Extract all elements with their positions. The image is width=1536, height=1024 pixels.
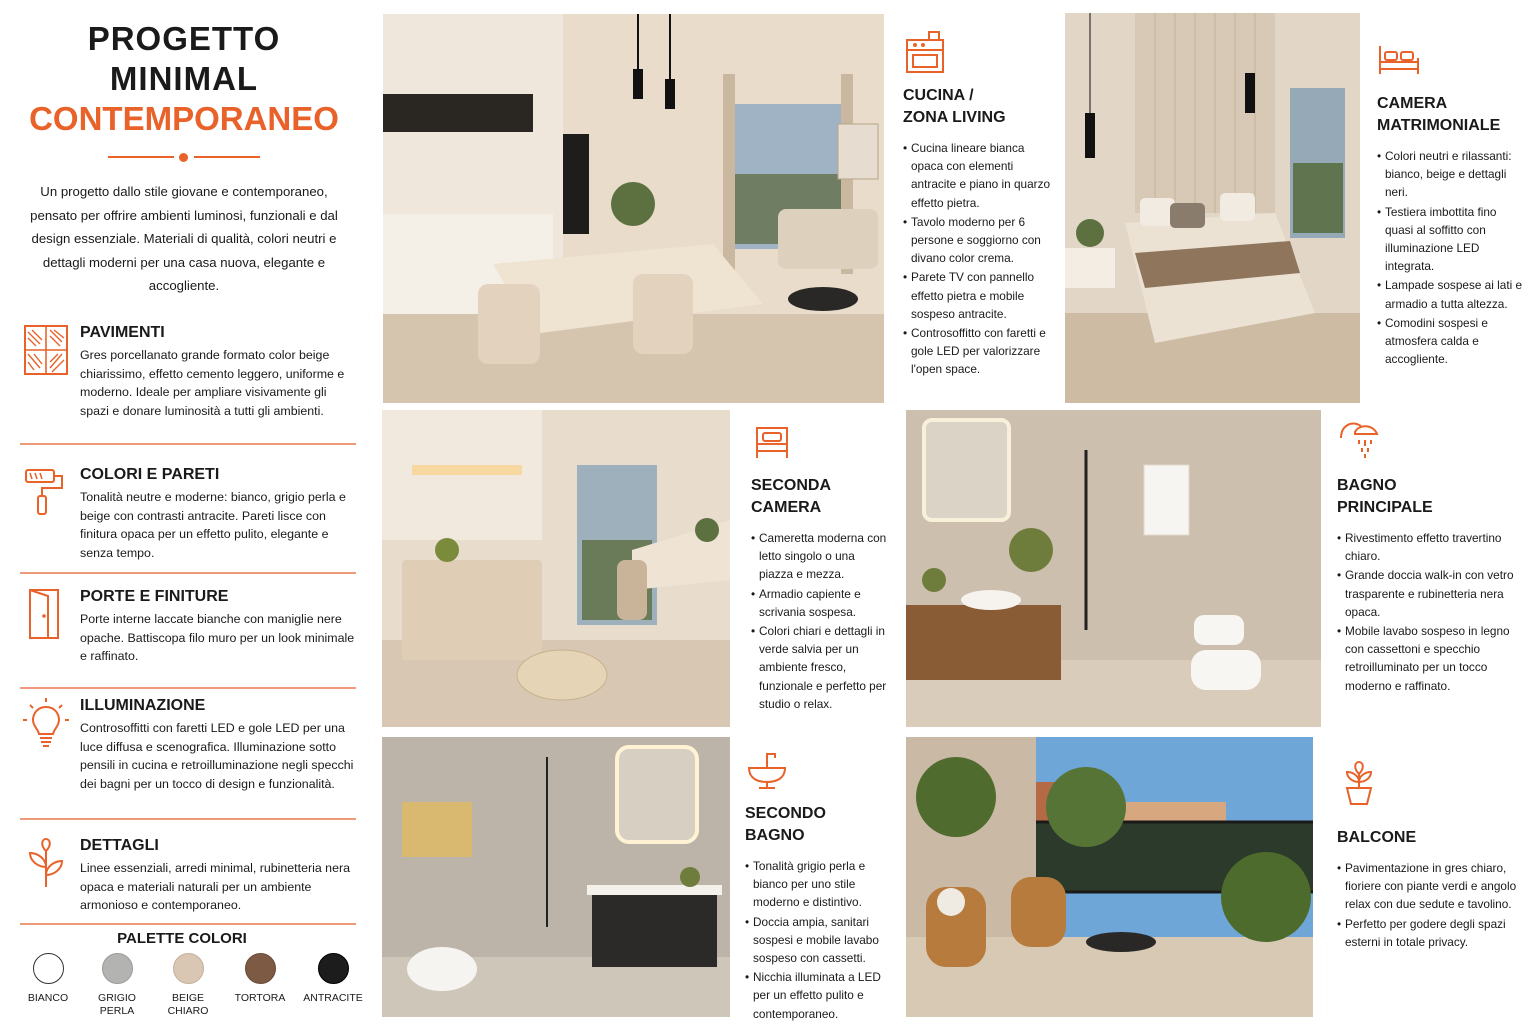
bullet-item: • Tonalità grigio perla e bianco per uno stile moderno e distintivo. — [745, 857, 895, 912]
divider — [20, 443, 356, 445]
bullet-item: • Colori neutri e rilassanti: bianco, beige e dettagli neri. — [1377, 147, 1527, 202]
swatch-label: BEIGE CHIARO — [167, 992, 209, 1017]
room-title: CAMERA MATRIMONIALE — [1377, 95, 1501, 134]
bullet-list — [903, 139, 1053, 379]
bullet-item: • Lampade sospese ai lati e armadio a tutta altezza. — [1377, 276, 1527, 312]
bullet-list — [751, 529, 891, 713]
divider — [20, 818, 356, 820]
section-title: COLORI E PARETI — [80, 466, 220, 483]
plant-icon — [22, 837, 70, 889]
balcony-photo — [906, 737, 1313, 1017]
title-divider — [108, 153, 260, 161]
second-bedroom-photo — [382, 410, 730, 727]
section-title: PORTE E FINITURE — [80, 588, 229, 605]
floor-tiles-icon — [22, 324, 70, 376]
bullet-list — [1337, 859, 1527, 951]
bullet-item: • Doccia ampia, sanitari sospesi e mobile lavabo sospeso con cassetti. — [745, 913, 895, 968]
bullet-item: • Controsoffitto con faretti e gole LED per valorizzare l'open space. — [903, 324, 1053, 379]
bullet-item: • Colori chiari e dettagli in verde salvia per un ambiente fresco, funzionale e perfetto per studio o relax. — [751, 622, 891, 713]
bullet-item: • Cucina lineare bianca opaca con elementi antracite e piano in quarzo effetto pietra. — [903, 139, 1053, 212]
bullet-item: • Mobile lavabo sospeso in legno con cassettoni e specchio retroilluminato per un tocco moderno e raffinato. — [1337, 622, 1527, 695]
bullet-item: • Rivestimento effetto travertino chiaro. — [1337, 529, 1527, 565]
room-title: BAGNO PRINCIPALE — [1337, 477, 1433, 516]
swatch-grigio-perla — [80, 953, 154, 1018]
swatch-color — [33, 953, 64, 984]
shower-icon — [1337, 418, 1381, 464]
swatch-label: TORTORA — [234, 992, 286, 1004]
divider — [20, 687, 356, 689]
bullet-item: • Armadio capiente e scrivania sospesa. — [751, 585, 891, 621]
second-bathroom-photo — [382, 737, 730, 1017]
room-title: SECONDO BAGNO — [745, 805, 826, 844]
divider — [20, 923, 356, 925]
single-bed-icon — [751, 418, 795, 464]
kitchen-icon — [903, 28, 947, 74]
section-text: Porte interne laccate bianche con maniglie nere opache. Battiscopa filo muro per un look minimale e raffinato. — [80, 612, 355, 663]
room-bagno-principale — [1337, 418, 1527, 695]
room-cucina — [903, 28, 1053, 379]
kitchen-living-photo — [383, 14, 884, 403]
palette-title: PALETTE COLORI — [117, 930, 247, 947]
swatch-color — [173, 953, 204, 984]
door-icon — [22, 588, 70, 640]
bullet-item: • Cameretta moderna con letto singolo o una piazza e mezza. — [751, 529, 891, 584]
section-text: Linee essenziali, arredi minimal, rubinetteria nera opaca e materiali naturali per un ambiente armonioso e contemporaneo. — [80, 861, 350, 912]
divider — [20, 572, 356, 574]
section-title: PAVIMENTI — [80, 324, 165, 341]
room-secondo-bagno — [745, 746, 895, 1023]
swatch-label: ANTRACITE — [303, 992, 363, 1004]
swatch-color — [318, 953, 349, 984]
swatch-bianco — [11, 953, 85, 1005]
section-title: ILLUMINAZIONE — [80, 697, 206, 714]
double-bed-icon — [1377, 36, 1421, 82]
light-bulb-icon — [22, 697, 70, 749]
bullet-list — [745, 857, 895, 1023]
bullet-item: • Nicchia illuminata a LED per un effetto pulito e contemporaneo. — [745, 968, 895, 1023]
bullet-item: • Perfetto per godere degli spazi esterni in totale privacy. — [1337, 915, 1527, 951]
main-bathroom-photo — [906, 410, 1321, 727]
room-title: CUCINA / ZONA LIVING — [903, 87, 1006, 126]
bullet-item: • Grande doccia walk-in con vetro trasparente e rubinetteria nera opaca. — [1337, 566, 1527, 621]
page-title-line-1: PROGETTO — [87, 20, 281, 57]
room-balcone — [1337, 752, 1527, 951]
page-title-line-3: CONTEMPORANEO — [29, 100, 339, 137]
swatch-color — [245, 953, 276, 984]
swatch-beige-chiaro — [151, 953, 225, 1018]
bullet-item: • Tavolo moderno per 6 persone e soggiorno con divano color crema. — [903, 213, 1053, 268]
swatch-color — [102, 953, 133, 984]
swatch-label: GRIGIO PERLA — [98, 992, 136, 1017]
bullet-item: • Parete TV con pannello effetto pietra e mobile sospeso antracite. — [903, 268, 1053, 323]
intro-text: Un progetto dallo stile giovane e contemporaneo, pensato per offrire ambienti luminosi, funzionali e dal design essenziale. Materiali di qualità, colori neutri e dettagli moderni per una casa nuova, elegante e accogliente. — [30, 184, 338, 293]
washbasin-icon — [745, 746, 789, 792]
swatch-label: BIANCO — [27, 992, 69, 1004]
bullet-item: • Pavimentazione in gres chiaro, fioriere con piante verdi e angolo relax con due sedute e tavolino. — [1337, 859, 1527, 914]
room-seconda-camera — [751, 418, 891, 713]
swatch-antracite — [296, 953, 370, 1005]
bullet-list — [1377, 147, 1527, 368]
bullet-list — [1337, 529, 1527, 695]
room-camera-matrimoniale — [1377, 36, 1527, 368]
bullet-item: • Testiera imbottita fino quasi al soffitto con illuminazione LED integrata. — [1377, 203, 1527, 276]
swatch-tortora — [223, 953, 297, 1005]
section-text: Controsoffitti con faretti LED e gole LED per una luce diffusa e scenografica. Illuminazione sotto pensili in cucina e retroilluminazione negli specchi dei bagni per un tocco di design e funzionalità. — [80, 721, 354, 791]
section-text: Gres porcellanato grande formato color beige chiarissimo, effetto cemento leggero, uniforme e moderno. Ideale per ampliare visivamente gli spazi e donare luminosità a tutti gli ambienti. — [80, 348, 345, 418]
section-text: Tonalità neutre e moderne: bianco, grigio perla e beige con contrasti antracite. Pareti lisce con finitura opaca per un effetto pulito, elegante e senza tempo. — [80, 490, 346, 560]
paint-roller-icon — [22, 466, 70, 518]
section-title: DETTAGLI — [80, 837, 159, 854]
master-bedroom-photo — [1065, 13, 1360, 403]
room-title: SECONDA CAMERA — [751, 477, 832, 516]
bullet-item: • Comodini sospesi e atmosfera calda e accogliente. — [1377, 314, 1527, 369]
room-title: BALCONE — [1337, 829, 1417, 846]
potted-plant-icon — [1337, 752, 1381, 814]
page-title-line-2: MINIMAL — [109, 60, 259, 97]
left-column — [0, 0, 372, 1024]
